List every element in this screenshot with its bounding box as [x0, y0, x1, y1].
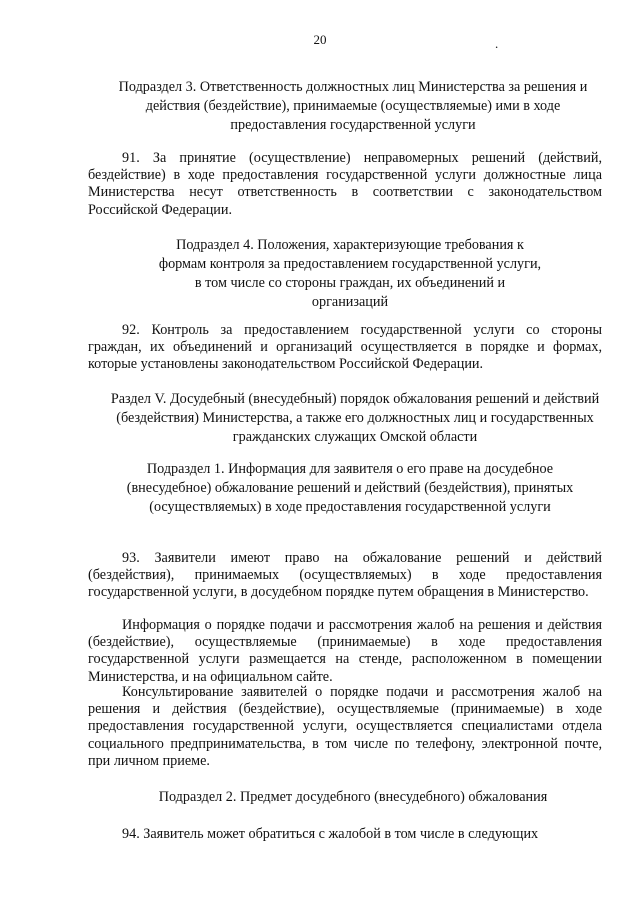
section-5-heading: Раздел V. Досудебный (внесудебный) порядок обжалования решений и действий (бездействия) Министерства, а также его должностных лиц и государственных гражданских служащих Омской области: [110, 391, 600, 445]
page-number: 20: [313, 32, 327, 47]
paragraph-94: 94. Заявитель может обратиться с жалобой в том числе в следующих: [122, 826, 539, 842]
subsection-4-heading: Подраздел 4. Положения, характеризующие требования к формам контроля за предоставлением государственной услуги, в том числе со стороны граждан, их объединений и организаций: [158, 237, 542, 310]
subsection-1-heading: Подраздел 1. Информация для заявителя о его праве на досудебное (внесудебное) обжалование решений и действий (бездействия), принятых (осуществляемых) в ходе предоставления государственной услуги: [126, 461, 574, 515]
paragraph-91: 91. За принятие (осуществление) неправомерных решений (действий, бездействие) в ходе предоставления государственной услуги должностные лица Министерства несут ответственность в соответствии с законодательством Российской Федерации.: [88, 150, 602, 218]
paragraph-93-consultation: Консультирование заявителей о порядке подачи и рассмотрения жалоб на решения и действия (бездействие), осуществляемые (принимаемые) в ходе предоставления государственной услуги, осуществляется специалистами отдела социального предпринимательства, в том числе по телефону, электронной почте, при личном приеме.: [88, 684, 602, 769]
paragraph-92: 92. Контроль за предоставлением государственной услуги со стороны граждан, их объединений и организаций осуществляется в порядке и формах, которые установлены законодательством Российской Федерации.: [88, 322, 602, 373]
subsection-3-heading: Подраздел 3. Ответственность должностных лиц Министерства за решения и действия (бездействие), принимаемые (осуществляемые) ими в ходе предоставления государственной услуги: [118, 79, 588, 133]
paragraph-93: 93. Заявители имеют право на обжалование решений и действий (бездействия), принимаемых (осуществляемых) в ходе предоставления государственной услуги, в досудебном порядке путем обращения в Министерство.: [88, 550, 602, 601]
margin-mark: .: [495, 36, 499, 51]
subsection-2-heading: Подраздел 2. Предмет досудебного (внесудебного) обжалования: [158, 789, 548, 805]
paragraph-93-info: Информация о порядке подачи и рассмотрения жалоб на решения и действия (бездействие), осуществляемые (принимаемые) в ходе предоставления государственной услуги размещается на стенде, расположенном в помещении Министерства, и на официальном сайте.: [88, 617, 602, 685]
